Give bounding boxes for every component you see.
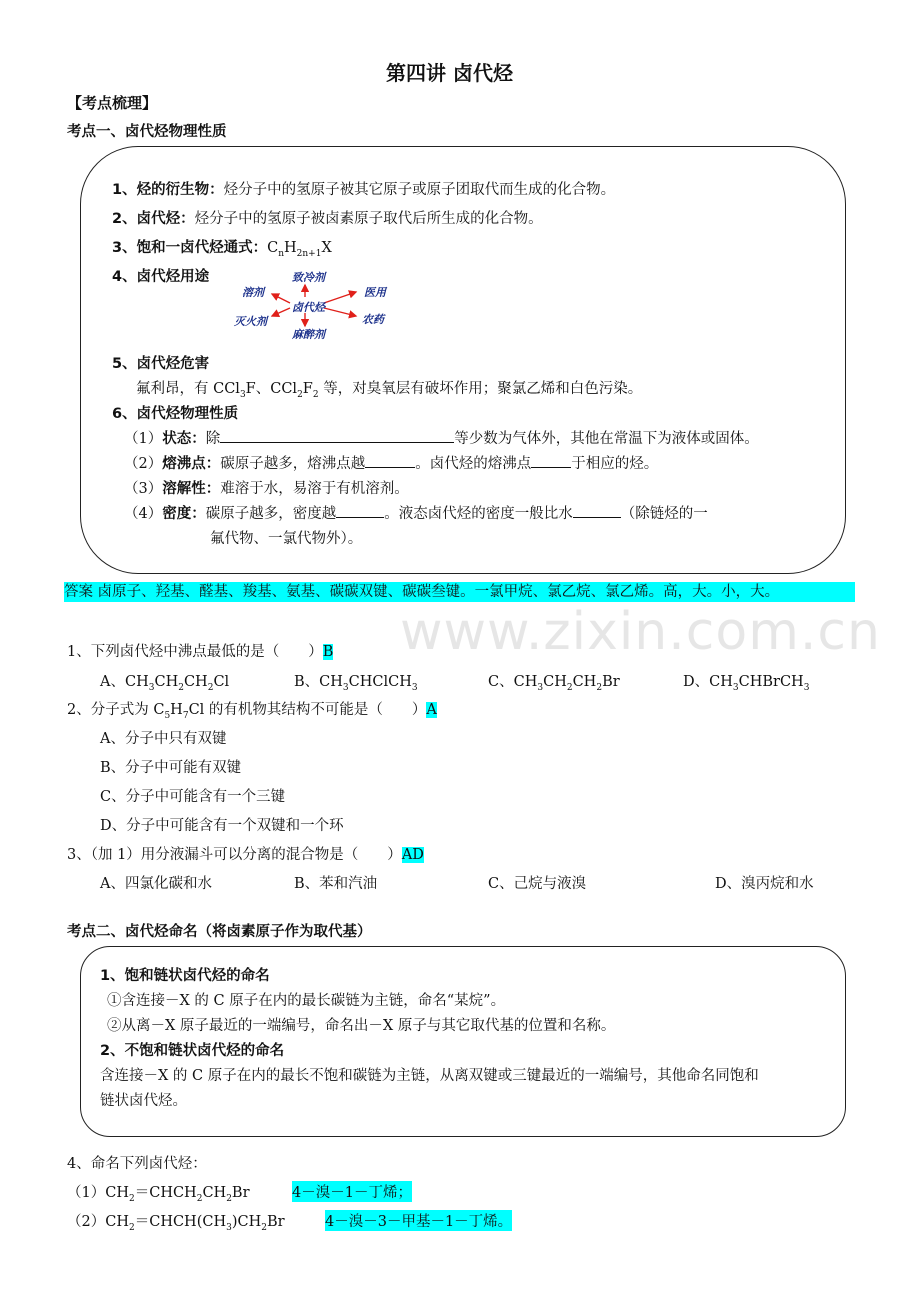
kp2-s1-label: 1、饱和链状卤代烃的命名 <box>100 968 270 984</box>
uses-bottom: 麻醉剂 <box>292 328 325 341</box>
prop-state: （1）状态：除 等少数为气体外，其他在常温下为液体或固体。 <box>124 431 759 447</box>
q1-stem: 1、下列卤代烃中沸点最低的是（ ）B <box>67 644 334 660</box>
uses-center: 卤代烃 <box>292 301 325 314</box>
q3-option-b: B、苯和汽油 <box>294 876 378 892</box>
uses-diagram <box>228 268 398 342</box>
q2-option-c: C、分子中可能含有一个三键 <box>100 789 286 805</box>
q3-stem: 3、（加 1）用分液漏斗可以分离的混合物是（ ）AD <box>67 847 424 863</box>
prop-solubility: （3）溶解性：难溶于水，易溶于有机溶剂。 <box>124 481 409 497</box>
q1-option-c: C、$CH_3CH_2CH_2Br$ <box>488 674 620 693</box>
q4-stem: 4、命名下列卤代烃： <box>67 1156 207 1172</box>
q4-answer2: 4－溴－3－甲基－1－丁烯。 <box>325 1210 512 1231</box>
prop-mp-bp: （2）熔沸点：碳原子越多，熔沸点越 。卤代烃的熔沸点 于相应的烃。 <box>124 456 659 472</box>
q1-option-d: D、$CH_3CHBrCH_3$ <box>683 674 810 693</box>
kp2-s2-b: 链状卤代烃。 <box>100 1093 187 1109</box>
prop-density-cont: 氟代物、一氯代物外）。 <box>210 531 363 547</box>
q3-answer: AD <box>401 847 424 863</box>
q2-option-d: D、分子中可能含有一个双键和一个环 <box>100 818 344 834</box>
q4-answer1: 4－溴－1－丁烯； <box>292 1181 412 1202</box>
kp1-item5-text: 氟利昂，有 CCl$_3$F、$CCl_2F_2$ 等，对臭氧层有破坏作用；聚氯乙烯和白色污染。 <box>136 381 643 400</box>
kp2-s1-a: ①含连接－X 的 C 原子在内的最长碳链为主链，命名“某烷”。 <box>107 993 506 1009</box>
prop-density: （4）密度：碳原子越多，密度越 。液态卤代烃的密度一般比水 （除链烃的一 <box>124 506 708 522</box>
kp2-s2-a: 含连接－X 的 C 原子在内的最长不饱和碳链为主链，从离双键或三键最近的一端编号，其他命名同饱和 <box>100 1068 759 1084</box>
page-title: 第四讲 卤代烃 <box>386 61 513 85</box>
q2-answer: A <box>426 702 437 718</box>
q3-option-c: C、己烷与液溴 <box>488 876 587 892</box>
kp2-s2-label: 2、不饱和链状卤代烃的命名 <box>100 1043 285 1059</box>
q3-option-d: D、溴丙烷和水 <box>715 876 814 892</box>
kp1-item2: 2、卤代烃：烃分子中的氢原子被卤素原子取代后所生成的化合物。 <box>112 211 543 227</box>
kp1-item3: 3、饱和一卤代烃通式：$C_nH_{2n+1}X$ <box>112 240 332 259</box>
uses-left-top: 溶剂 <box>242 286 264 299</box>
answer-kp1: 答案 卤原子、羟基、醛基、羧基、氨基、碳碳双键、碳碳叁键。一氯甲烷、氯乙烷、氯乙烯。高，大。小，大。 <box>64 582 855 602</box>
kp1-item6: 6、卤代烃物理性质 <box>112 406 239 422</box>
kp1-item1: 1、烃的衍生物：烃分子中的氢原子被其它原子或原子团取代而生成的化合物。 <box>112 182 616 198</box>
q1-answer: B <box>322 644 334 660</box>
uses-top: 致冷剂 <box>292 271 325 284</box>
watermark: www.zixin.com.cn <box>400 602 881 662</box>
uses-left-bottom: 灭火剂 <box>234 315 267 328</box>
kp2-s1-b: ②从离－X 原子最近的一端编号，命名出－X 原子与其它取代基的位置和名称。 <box>107 1018 616 1034</box>
q2-option-a: A、分子中只有双键 <box>100 731 227 747</box>
q4-item2: $(2)CH_2=CHCH(CH_3)CH_2Br$ <box>67 1214 285 1233</box>
q3-option-a: A、四氯化碳和水 <box>100 876 212 892</box>
section-header: 【考点梳理】 <box>67 94 158 112</box>
kp1-item5: 5、卤代烃危害 <box>112 356 210 372</box>
q4-item1: $(1)CH_2=CHCH_2CH_2Br$ <box>67 1185 250 1204</box>
uses-right-bottom: 农药 <box>362 313 384 326</box>
q2-option-b: B、分子中可能有双键 <box>100 760 242 776</box>
q2-stem: 2、分子式为 $C_5H_7Cl$ 的有机物其结构不可能是（ ）A <box>67 702 437 721</box>
kp1-item4: 4、卤代烃用途 <box>112 269 210 285</box>
kp2-heading: 考点二、卤代烃命名（将卤素原子作为取代基） <box>67 924 372 940</box>
kp1-heading: 考点一、卤代烃物理性质 <box>67 124 227 140</box>
q1-option-a: A、$CH_3CH_2CH_2Cl$ <box>100 674 230 693</box>
uses-right-top: 医用 <box>364 286 386 299</box>
q1-option-b: B、$CH_3CHClCH_3$ <box>294 674 418 693</box>
